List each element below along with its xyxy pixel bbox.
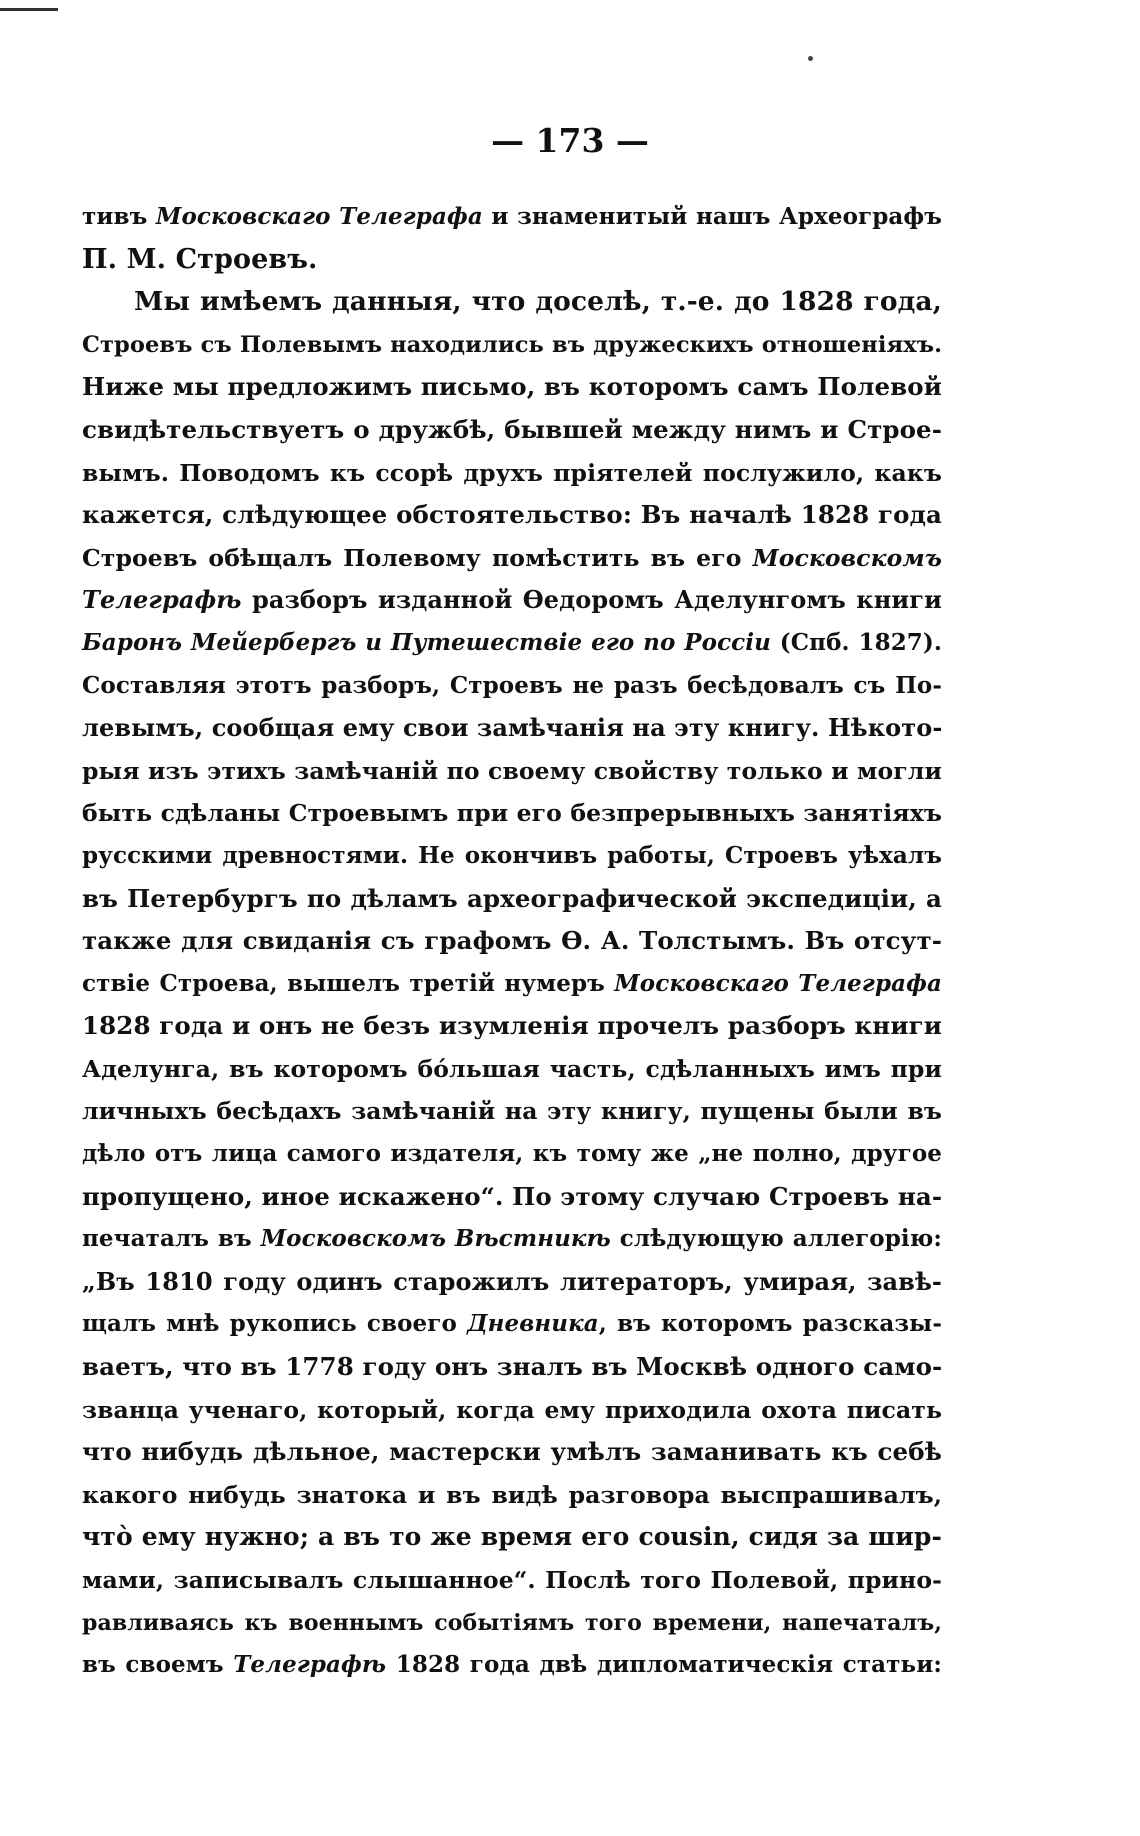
text-segment: и знаменитый нашъ Археографъ <box>482 203 942 230</box>
text-line <box>82 537 942 580</box>
text-line <box>82 1218 942 1261</box>
text-segment: личныхъ бесѣдахъ замѣчаній на эту книгу, пущены были въ <box>82 1097 942 1126</box>
text-segment: Составляя этотъ разборъ, Строевъ не разъ бесѣдовалъ съ По- <box>82 671 942 699</box>
text-segment: Ниже мы предложимъ письмо, въ которомъ самъ Полевой <box>82 372 942 402</box>
text-segment: печаталъ въ <box>82 1225 261 1253</box>
text-line <box>82 494 942 537</box>
text-line <box>82 1303 942 1346</box>
text-segment: рыя изъ этихъ замѣчаній по своему свойству только и могли <box>82 756 942 785</box>
text-segment: Строевъ обѣщалъ Полевому помѣстить въ его <box>82 543 753 572</box>
text-segment: въ своемъ <box>82 1651 234 1679</box>
text-segment: ваетъ, что въ 1778 году онъ зналъ въ Москвѣ одного само- <box>82 1352 943 1382</box>
text-line <box>82 579 942 622</box>
text-segment: „Въ 1810 году одинъ старожилъ литераторъ, умирая, завѣ- <box>82 1266 942 1296</box>
italic-title-text: Московскаго Телеграфа <box>155 203 483 230</box>
text-segment: дѣло отъ лица самого издателя, къ тому же „не полно, другое <box>82 1140 942 1168</box>
text-segment: также для свиданія съ графомъ Ѳ. А. Толстымъ. Въ отсут- <box>82 926 942 956</box>
italic-title-text: Дневника <box>467 1310 599 1338</box>
text-segment: пропущено, иное искажено“. По этому случаю Строевъ на- <box>82 1181 943 1211</box>
text-line <box>82 452 942 495</box>
text-line <box>82 1176 942 1219</box>
text-segment: тивъ <box>82 203 156 230</box>
italic-title-text: Телеграфѣ <box>82 585 242 615</box>
text-line <box>82 1431 942 1474</box>
scan-speck <box>808 56 813 61</box>
text-line <box>82 1346 942 1389</box>
text-segment: ствіе Строева, вышелъ третій нумеръ <box>82 969 615 997</box>
text-segment: какого нибудь знатока и въ видѣ разговора выспрашивалъ, <box>82 1480 942 1509</box>
text-segment: разборъ изданной Ѳедоромъ Аделунгомъ книги <box>241 585 942 615</box>
italic-title-text: Московскомъ Вѣстникѣ <box>260 1225 611 1253</box>
text-segment: мами, записывалъ слышанное“. Послѣ того Полевой, прино- <box>82 1566 942 1594</box>
text-line <box>82 324 942 367</box>
text-line <box>82 1516 942 1559</box>
text-line <box>82 366 942 409</box>
text-segment: въ Петербургъ по дѣламъ археографической экспедиціи, а <box>82 883 942 913</box>
page-number: — 173 — <box>491 121 649 160</box>
text-line <box>82 963 942 1006</box>
text-segment: русскими древностями. Не окончивъ работы, Строевъ уѣхалъ <box>82 841 942 869</box>
italic-title-text: Баронъ Мейербергъ и Путешествіе его по Россіи <box>82 628 771 656</box>
scan-edge-rule <box>0 8 58 11</box>
text-line <box>82 1048 942 1091</box>
text-line <box>82 1644 942 1687</box>
text-segment: 1828 года и онъ не безъ изумленія прочелъ разборъ книги <box>82 1011 942 1041</box>
text-segment: Строевъ съ Полевымъ находились въ дружескихъ отношеніяхъ. <box>82 331 942 358</box>
text-segment: щалъ мнѣ рукопись своего <box>82 1310 468 1338</box>
text-line <box>82 878 942 921</box>
text-line <box>82 1602 942 1645</box>
text-line <box>82 665 942 708</box>
text-line <box>82 1090 942 1133</box>
text-line <box>82 920 942 963</box>
text-segment: 1828 года двѣ дипломатическія статьи: <box>386 1651 942 1679</box>
text-segment: Мы имѣемъ данныя, что доселѣ, т.-е. до 1828 года, <box>134 286 942 318</box>
text-segment: , въ которомъ разсказы- <box>598 1310 942 1338</box>
text-line <box>82 622 942 665</box>
text-segment: Аделунга, въ которомъ бóльшая часть, сдѣланныхъ имъ при <box>82 1054 942 1083</box>
text-line <box>82 1261 942 1304</box>
text-line <box>82 707 942 750</box>
text-line <box>82 750 942 793</box>
text-line <box>82 239 942 282</box>
text-segment: слѣдующую аллегорію: <box>610 1225 943 1253</box>
text-segment: что нибудь дѣльное, мастерски умѣлъ заманивать къ себѣ <box>82 1437 942 1467</box>
text-segment: П. М. Строевъ. <box>82 243 318 275</box>
text-segment: чтò ему нужно; а въ то же время его cousin, сидя за шир- <box>82 1522 942 1552</box>
text-segment: быть сдѣланы Строевымъ при его безпрерывныхъ занятіяхъ <box>82 799 942 828</box>
italic-title-text: Московскомъ <box>752 543 942 572</box>
text-line <box>82 409 942 452</box>
text-segment: левымъ, сообщая ему свои замѣчанія на эту книгу. Нѣкото- <box>82 713 943 743</box>
text-segment: (Спб. 1827). <box>770 628 942 656</box>
text-line <box>82 281 942 324</box>
text-segment: вымъ. Поводомъ къ ссорѣ друхъ пріятелей послужило, какъ <box>82 458 942 487</box>
text-line <box>82 792 942 835</box>
text-line <box>82 1005 942 1048</box>
italic-title-text: Телеграфѣ <box>233 1651 387 1679</box>
text-segment: кажется, слѣдующее обстоятельство: Въ началѣ 1828 года <box>82 500 942 530</box>
text-segment: равливаясь къ военнымъ событіямъ того времени, напечаталъ, <box>82 1609 942 1636</box>
text-segment: свидѣтельствуетъ о дружбѣ, бывшей между нимъ и Строе- <box>82 414 942 444</box>
text-line <box>82 1389 942 1432</box>
text-line <box>82 1133 942 1176</box>
text-line <box>82 1559 942 1602</box>
text-line <box>82 1474 942 1517</box>
body-text <box>82 196 942 1687</box>
text-segment: званца ученаго, который, когда ему приходила охота писать <box>82 1395 942 1424</box>
text-line <box>82 835 942 878</box>
italic-title-text: Московскаго Телеграфа <box>614 969 942 997</box>
text-line <box>82 196 942 239</box>
